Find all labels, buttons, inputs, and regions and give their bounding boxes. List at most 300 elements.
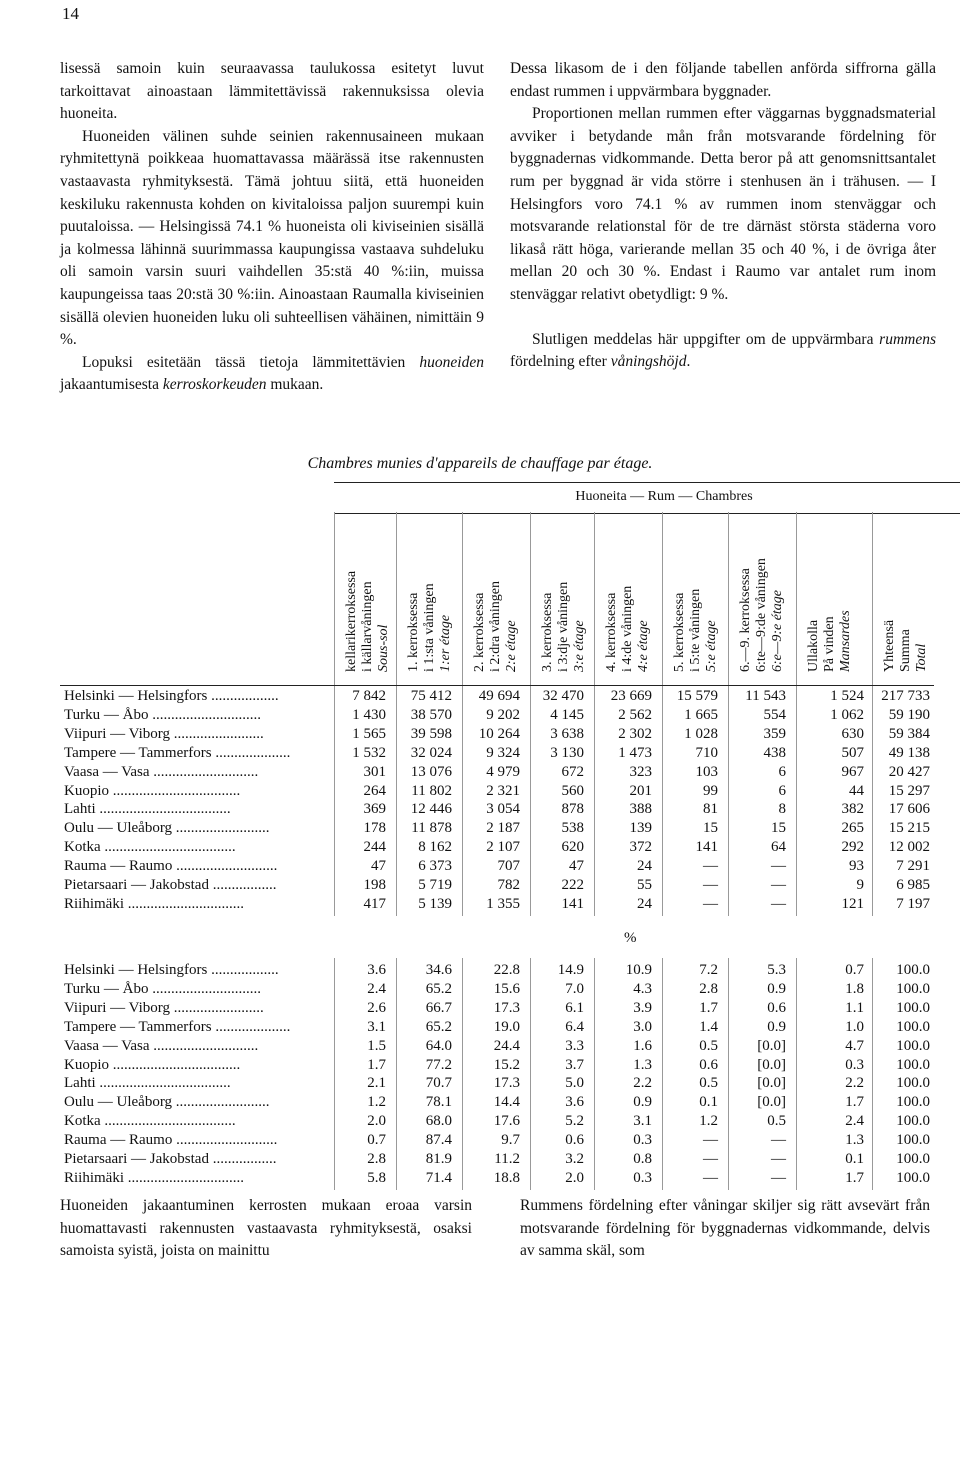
cell-value: 372 — [629, 839, 652, 856]
cell-value: 0.6 — [699, 1056, 718, 1073]
cell-value: 99 — [703, 782, 718, 799]
cell-value: 438 — [763, 744, 786, 761]
column-divider — [462, 958, 463, 1190]
cell-value: 7 842 — [352, 688, 386, 704]
row-city: Rauma — Raumo ........................... — [64, 1132, 278, 1149]
cell-value: 64.0 — [425, 1037, 452, 1054]
cell-value: 81.9 — [425, 1151, 452, 1167]
cell-value: 10 264 — [478, 725, 520, 742]
cell-value: 2.0 — [367, 1113, 386, 1130]
cell-value: 17.3 — [493, 999, 520, 1016]
cell-value: 5 139 — [418, 895, 452, 912]
column-divider — [334, 958, 335, 1190]
row-city: Riihimäki ............................... — [64, 895, 244, 912]
column-header — [472, 522, 520, 672]
cell-value: 59 190 — [888, 706, 930, 723]
cell-value: 141 — [561, 895, 584, 912]
column-header-line: 2:e étage — [504, 620, 519, 672]
cell-value: 11.2 — [494, 1151, 520, 1167]
cell-value: 1.7 — [367, 1056, 386, 1073]
cell-value: 24 — [637, 858, 652, 875]
cell-value: 0.5 — [767, 1113, 786, 1130]
cell-value: 3 638 — [550, 725, 584, 742]
column-header-line: i 5:te våningen — [688, 588, 703, 672]
table-row — [60, 726, 940, 744]
cell-value: 292 — [841, 839, 864, 856]
cell-value: 1 430 — [352, 706, 386, 723]
table-row — [60, 962, 940, 980]
cell-value: 17.6 — [493, 1113, 520, 1130]
cell-value: 12 002 — [888, 839, 930, 856]
column-divider — [662, 512, 663, 686]
cell-value: — — [703, 895, 718, 912]
column-divider — [462, 512, 463, 686]
column-header — [344, 522, 392, 672]
column-header-line: Ullakolla — [806, 619, 821, 672]
cell-value: 560 — [561, 782, 584, 799]
row-city: Tampere — Tammerfors .................... — [64, 744, 291, 761]
cell-value: 2.2 — [845, 1075, 864, 1092]
column-header-line: På vinden — [822, 616, 837, 672]
cell-value: 2.0 — [565, 1169, 584, 1186]
cell-value: 538 — [561, 820, 584, 837]
table-row — [60, 981, 940, 999]
cell-value: 1.7 — [845, 1094, 864, 1111]
cell-value: 100.0 — [896, 1037, 930, 1054]
cell-value: 0.7 — [845, 962, 864, 978]
cell-value: 0.6 — [767, 999, 786, 1016]
cell-value: 103 — [695, 763, 718, 780]
cell-value: 1.3 — [633, 1056, 652, 1073]
cell-value: 1 665 — [684, 706, 718, 723]
row-city: Pietarsaari — Jakobstad ................. — [64, 1151, 277, 1167]
cell-value: 100.0 — [896, 1094, 930, 1111]
column-header-line: 3:e étage — [572, 620, 587, 672]
table-row — [60, 745, 940, 763]
cell-value: — — [771, 895, 786, 912]
cell-value: 967 — [841, 763, 864, 780]
cell-value: [0.0] — [757, 1094, 786, 1111]
cell-value: 15.2 — [493, 1056, 520, 1073]
cell-value: 2.8 — [699, 980, 718, 997]
column-header-line: 1. kerroksessa — [406, 592, 421, 672]
cell-value: 2.8 — [367, 1151, 386, 1167]
cell-value: 15 297 — [888, 782, 930, 799]
column-divider — [594, 958, 595, 1190]
cell-value: 1.0 — [845, 1018, 864, 1035]
cell-value: 6 — [778, 763, 786, 780]
column-divider — [728, 512, 729, 686]
cell-value: 0.9 — [767, 1018, 786, 1035]
row-city: Lahti ................................... — [64, 801, 231, 818]
cell-value: 672 — [561, 763, 584, 780]
cell-value: 9 324 — [486, 744, 520, 761]
cell-value: 1.3 — [845, 1132, 864, 1149]
column-header-line: 6.—9. kerroksessa — [738, 568, 753, 672]
cell-value: 2 187 — [486, 820, 520, 837]
cell-value: 18.8 — [493, 1169, 520, 1186]
cell-value: 17 606 — [888, 801, 930, 818]
cell-value: 47 — [371, 858, 386, 875]
cell-value: 15 — [771, 820, 786, 837]
column-divider — [396, 686, 397, 916]
row-city: Riihimäki ............................... — [64, 1169, 244, 1186]
cell-value: 0.1 — [699, 1094, 718, 1111]
cell-value: 15 — [703, 820, 718, 837]
column-divider — [872, 686, 873, 916]
cell-value: 244 — [363, 839, 386, 856]
cell-value: 1 355 — [486, 895, 520, 912]
cell-value: [0.0] — [757, 1056, 786, 1073]
cell-value: 7 291 — [896, 858, 930, 875]
cell-value: 39 598 — [410, 725, 452, 742]
cell-value: — — [771, 858, 786, 875]
cell-value: 6 985 — [896, 877, 930, 893]
table-row — [60, 801, 940, 819]
cell-value: 14.9 — [557, 962, 584, 978]
cell-value: 620 — [561, 839, 584, 856]
table-row — [60, 877, 940, 895]
column-header — [672, 522, 720, 672]
cell-value: 66.7 — [425, 999, 452, 1016]
cell-value: — — [771, 877, 786, 893]
cell-value: 5.8 — [367, 1169, 386, 1186]
cell-value: 1.7 — [699, 999, 718, 1016]
row-city: Kotka ................................... — [64, 1113, 236, 1130]
cell-value: 4 145 — [550, 706, 584, 723]
cell-value: 34.6 — [425, 962, 452, 978]
table-row — [60, 1151, 940, 1169]
cell-value: 100.0 — [896, 1132, 930, 1149]
footer-swedish: Rummens fördelning efter våningar skiljer sig rätt avsevärt från motsvarande fördelning för byggnadernas vidkommande, delvis av samma skäl, som — [520, 1197, 930, 1260]
table-row — [60, 707, 940, 725]
column-divider — [872, 512, 873, 686]
cell-value: 264 — [363, 782, 386, 799]
column-header-line: 5:e étage — [704, 620, 719, 672]
cell-value: 1 532 — [352, 744, 386, 761]
cell-value: 5.3 — [767, 962, 786, 978]
row-city: Pietarsaari — Jakobstad ................. — [64, 877, 277, 893]
cell-value: 0.7 — [367, 1132, 386, 1149]
cell-value: 4.7 — [845, 1037, 864, 1054]
paragraph: Lopuksi esitetään tässä tietoja lämmitettävien huoneiden jakaantumisesta kerroskorkeuden mukaan. — [60, 353, 484, 394]
cell-value: 65.2 — [425, 980, 452, 997]
row-city: Tampere — Tammerfors .................... — [64, 1018, 291, 1035]
cell-value: 369 — [363, 801, 386, 818]
cell-value: 878 — [561, 801, 584, 818]
header-rule — [60, 685, 934, 686]
column-header-line: 2. kerroksessa — [472, 592, 487, 672]
cell-value: 3.0 — [633, 1018, 652, 1035]
cell-value: 6.4 — [565, 1018, 584, 1035]
column-divider — [396, 512, 397, 686]
cell-value: 100.0 — [896, 1056, 930, 1073]
cell-value: 8 162 — [418, 839, 452, 856]
cell-value: 630 — [841, 725, 864, 742]
cell-value: 2.4 — [845, 1113, 864, 1130]
cell-value: 6 373 — [418, 858, 452, 875]
paragraph: Huoneiden välinen suhde seinien rakennusaineen mukaan ryhmitettynä poikkeaa huomattavassa määrässä itse rakennusten vastaavasta ryhmityksestä. Tämä johtuu siitä, että huoneiden keskiluku rakennusta kohden on kivitaloissa paljon suurempi kuin puutaloissa. — Helsingissä 74.1 % huoneista oli kiviseinien sisällä ja kolmessa lähinnä suurimmassa kaupungissa vastaava suhdeluku oli samoin varsin suuri vaihdellen 35:stä 40 %:iin, muissa kaupungeissa taas 20:stä 30 %:iin. Ainoastaan Raumalla kiviseinien sisällä olevien huoneiden luku oli suhteellisen vähäinen, nimittäin 9 %. — [60, 127, 484, 349]
cell-value: 0.1 — [845, 1151, 864, 1167]
cell-value: 100.0 — [896, 1075, 930, 1092]
cell-value: 0.3 — [633, 1132, 652, 1149]
cell-value: 38 570 — [410, 706, 452, 723]
cell-value: 100.0 — [896, 962, 930, 978]
cell-value: 75 412 — [410, 688, 452, 704]
column-divider — [462, 686, 463, 916]
table-row — [60, 1038, 940, 1056]
column-divider — [662, 958, 663, 1190]
column-header-line: Summa — [898, 629, 913, 672]
cell-value: 1 565 — [352, 725, 386, 742]
column-divider — [796, 958, 797, 1190]
paragraph: lisessä samoin kuin seuraavassa taulukossa esitetyt luvut tarkoittavat ainoastaan lämmitettävissä rakennuksissa olevia huoneita. — [60, 60, 484, 123]
cell-value: 24 — [637, 895, 652, 912]
cell-value: 3.7 — [565, 1056, 584, 1073]
row-city: Oulu — Uleåborg ......................... — [64, 820, 270, 837]
cell-value: 19.0 — [493, 1018, 520, 1035]
cell-value: 201 — [629, 782, 652, 799]
cell-value: 10.9 — [625, 962, 652, 978]
swedish-text-column — [510, 58, 936, 374]
cell-value: 507 — [841, 744, 864, 761]
column-divider — [530, 686, 531, 916]
cell-value: 65.2 — [425, 1018, 452, 1035]
cell-value: 12 446 — [410, 801, 452, 818]
row-city: Viipuri — Viborg ........................ — [64, 725, 264, 742]
cell-value: 0.5 — [699, 1075, 718, 1092]
column-header-line: 3. kerroksessa — [540, 592, 555, 672]
table-row — [60, 1170, 940, 1188]
column-divider — [334, 686, 335, 916]
cell-value: 323 — [629, 763, 652, 780]
column-divider — [796, 686, 797, 916]
row-city: Kuopio .................................. — [64, 782, 241, 799]
column-divider — [728, 958, 729, 1190]
cell-value: 6 — [778, 782, 786, 799]
cell-value: 417 — [363, 895, 386, 912]
cell-value: 3.6 — [565, 1094, 584, 1111]
cell-value: 1.5 — [367, 1037, 386, 1054]
cell-value: 1.8 — [845, 980, 864, 997]
row-city: Turku — Åbo ............................. — [64, 980, 261, 997]
cell-value: 1 473 — [618, 744, 652, 761]
column-header-line: 6:e—9:e étage — [770, 589, 785, 672]
cell-value: 15 579 — [676, 688, 718, 704]
row-city: Kuopio .................................. — [64, 1056, 241, 1073]
cell-value: 1 062 — [830, 706, 864, 723]
cell-value: 100.0 — [896, 1169, 930, 1186]
cell-value: 7.2 — [699, 962, 718, 978]
cell-value: 1 028 — [684, 725, 718, 742]
cell-value: 9 — [856, 877, 864, 893]
cell-value: 59 384 — [888, 725, 930, 742]
cell-value: 44 — [849, 782, 864, 799]
column-header-line: Mansardes — [838, 610, 853, 672]
cell-value: 6.1 — [565, 999, 584, 1016]
cell-value: 0.9 — [767, 980, 786, 997]
cell-value: 20 427 — [888, 763, 930, 780]
column-divider — [530, 958, 531, 1190]
cell-value: 15 215 — [888, 820, 930, 837]
floor-distribution-table — [60, 482, 940, 1480]
cell-value: 178 — [363, 820, 386, 837]
cell-value: 100.0 — [896, 980, 930, 997]
cell-value: 15.6 — [493, 980, 520, 997]
table-row — [60, 858, 940, 876]
column-header — [882, 522, 930, 672]
cell-value: 4 979 — [486, 763, 520, 780]
cell-value: 2 107 — [486, 839, 520, 856]
table-row — [60, 1075, 940, 1093]
cell-value: 2.2 — [633, 1075, 652, 1092]
cell-value: 554 — [763, 706, 786, 723]
row-city: Vaasa — Vasa ............................ — [64, 763, 259, 780]
cell-value: 388 — [629, 801, 652, 818]
cell-value: 198 — [363, 877, 386, 893]
cell-value: 11 878 — [411, 820, 452, 837]
cell-value: 70.7 — [425, 1075, 452, 1092]
table-row — [60, 783, 940, 801]
column-divider — [728, 686, 729, 916]
cell-value: 265 — [841, 820, 864, 837]
cell-value: 4.3 — [633, 980, 652, 997]
cell-value: 87.4 — [425, 1132, 452, 1149]
row-city: Rauma — Raumo ........................... — [64, 858, 278, 875]
percent-label: % — [624, 930, 637, 946]
cell-value: 7.0 — [565, 980, 584, 997]
column-divider — [594, 512, 595, 686]
cell-value: 3 054 — [486, 801, 520, 818]
cell-value: 71.4 — [425, 1169, 452, 1186]
table-row — [60, 1113, 940, 1131]
table-row — [60, 688, 940, 706]
column-header-line: Sous-sol — [376, 624, 391, 672]
table-caption: Chambres munies d'appareils de chauffage par étage. — [307, 455, 653, 472]
cell-value: 359 — [763, 725, 786, 742]
table-row — [60, 839, 940, 857]
cell-value: 0.3 — [845, 1056, 864, 1073]
cell-value: 141 — [695, 839, 718, 856]
cell-value: 49 138 — [888, 744, 930, 761]
column-divider — [872, 958, 873, 1190]
page-number: 14 — [62, 4, 79, 23]
column-header-line: 4. kerroksessa — [604, 592, 619, 672]
cell-value: 121 — [841, 895, 864, 912]
cell-value: — — [703, 1132, 718, 1149]
table-row — [60, 1000, 940, 1018]
table-row — [60, 820, 940, 838]
cell-value: — — [771, 1169, 786, 1186]
column-header-line: i 2:dra våningen — [488, 581, 503, 672]
cell-value: 1.4 — [699, 1018, 718, 1035]
column-header-line: 6:te—9:de våningen — [754, 558, 769, 672]
cell-value: 7 197 — [896, 895, 930, 912]
column-divider — [594, 686, 595, 916]
row-city: Helsinki — Helsingfors .................. — [64, 962, 279, 978]
table-row — [60, 1094, 940, 1112]
cell-value: 2 562 — [618, 706, 652, 723]
table-row — [60, 1132, 940, 1150]
cell-value: 2 302 — [618, 725, 652, 742]
row-city: Vaasa — Vasa ............................ — [64, 1037, 259, 1054]
cell-value: 2 321 — [486, 782, 520, 799]
cell-value: 77.2 — [425, 1056, 452, 1073]
cell-value: 2.1 — [367, 1075, 386, 1092]
cell-value: 1.2 — [699, 1113, 718, 1130]
cell-value: 3.9 — [633, 999, 652, 1016]
cell-value: 47 — [569, 858, 584, 875]
cell-value: 13 076 — [410, 763, 452, 780]
cell-value: 382 — [841, 801, 864, 818]
cell-value: 0.6 — [565, 1132, 584, 1149]
column-divider — [530, 512, 531, 686]
table-row — [60, 1057, 940, 1075]
cell-value: 64 — [771, 839, 786, 856]
cell-value: 22.8 — [493, 962, 520, 978]
cell-value: 5.2 — [565, 1113, 584, 1130]
cell-value: 14.4 — [493, 1094, 520, 1111]
cell-value: 0.9 — [633, 1094, 652, 1111]
row-city: Kotka ................................... — [64, 839, 236, 856]
cell-value: 5 719 — [418, 877, 452, 893]
column-header-line: i källarvåningen — [360, 581, 375, 672]
cell-value: 2.4 — [367, 980, 386, 997]
cell-value: 78.1 — [425, 1094, 452, 1111]
cell-value: — — [703, 1151, 718, 1167]
cell-value: 11 802 — [411, 782, 452, 799]
cell-value: 49 694 — [478, 688, 520, 704]
cell-value: 1.1 — [845, 999, 864, 1016]
column-header-line: i 1:sta våningen — [422, 583, 437, 672]
cell-value: 23 669 — [610, 688, 652, 704]
column-header — [406, 522, 454, 672]
cell-value: 217 733 — [881, 688, 930, 704]
cell-value: 3.1 — [633, 1113, 652, 1130]
cell-value: 3.6 — [367, 962, 386, 978]
cell-value: 139 — [629, 820, 652, 837]
cell-value: 100.0 — [896, 1018, 930, 1035]
column-divider — [334, 512, 335, 686]
column-header — [806, 522, 854, 672]
cell-value: 100.0 — [896, 1113, 930, 1130]
cell-value: — — [771, 1151, 786, 1167]
cell-value: 11 543 — [745, 688, 786, 704]
cell-value: 5.0 — [565, 1075, 584, 1092]
cell-value: 3.2 — [565, 1151, 584, 1167]
cell-value: 100.0 — [896, 1151, 930, 1167]
cell-value: 1.2 — [367, 1094, 386, 1111]
row-city: Helsinki — Helsingfors .................. — [64, 688, 279, 704]
column-header-line: i 4:de våningen — [620, 585, 635, 672]
cell-value: 32 470 — [542, 688, 584, 704]
group-header: Huoneita — Rum — Chambres — [334, 482, 960, 514]
cell-value: 301 — [363, 763, 386, 780]
cell-value: 81 — [703, 801, 718, 818]
cell-value: 710 — [695, 744, 718, 761]
column-header-line: kellarikerroksessa — [344, 570, 359, 672]
cell-value: — — [771, 1132, 786, 1149]
cell-value: 1.6 — [633, 1037, 652, 1054]
cell-value: 1 524 — [830, 688, 864, 704]
table-row — [60, 896, 940, 914]
cell-value: 17.3 — [493, 1075, 520, 1092]
table-row — [60, 764, 940, 782]
finnish-text-column — [60, 58, 484, 397]
column-header — [738, 522, 786, 672]
column-header-line: 1:er étage — [438, 614, 453, 672]
cell-value: 0.5 — [699, 1037, 718, 1054]
